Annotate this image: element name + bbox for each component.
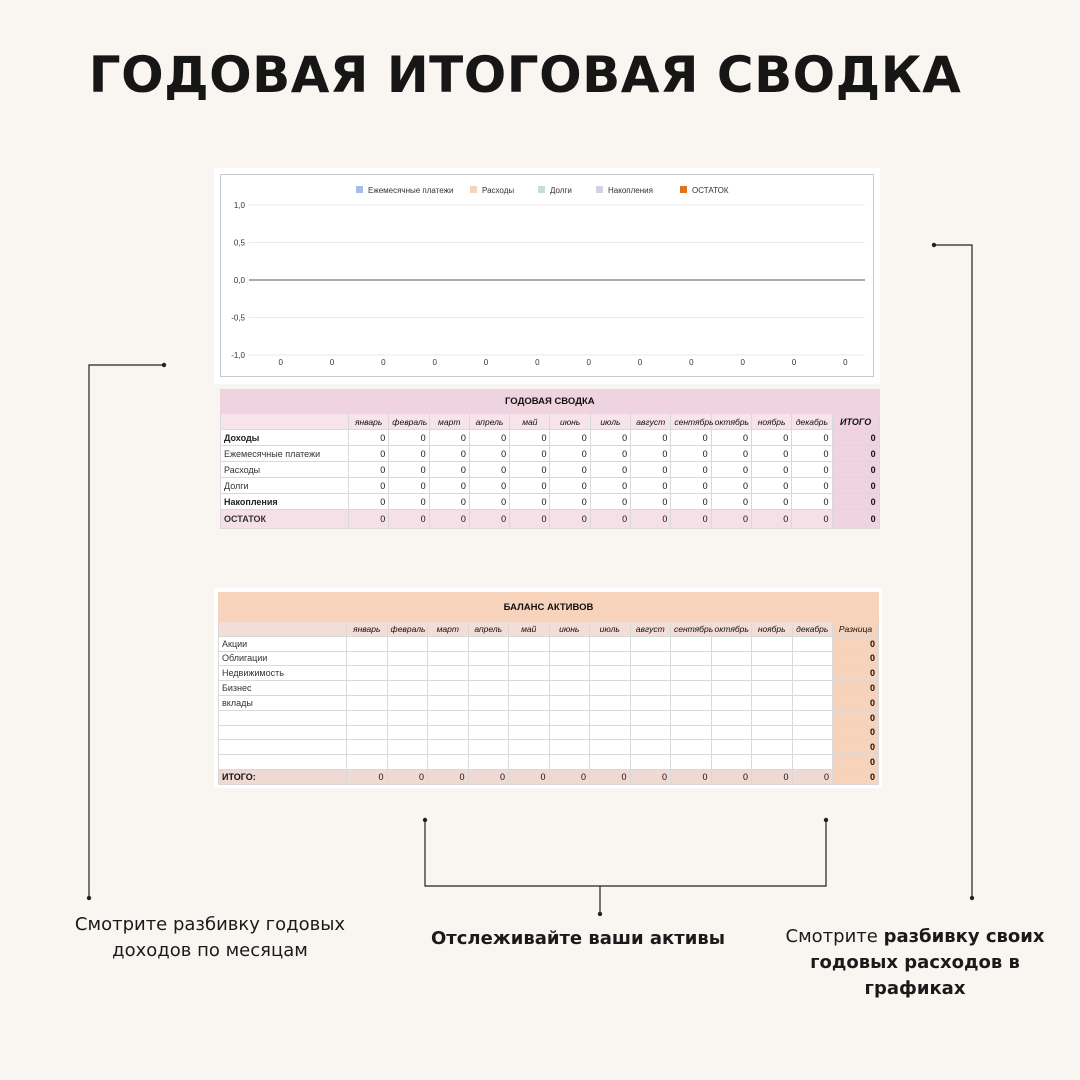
summary-cell[interactable]: 0 [429, 446, 469, 462]
legend-label: Долги [550, 186, 572, 195]
right-connector [934, 245, 972, 898]
summary-cell[interactable]: 0 [671, 430, 711, 446]
summary-cell[interactable]: 0 [429, 462, 469, 478]
y-tick-label: 0,5 [233, 238, 245, 248]
summary-cell[interactable]: 0 [792, 446, 832, 462]
assets-diff-header: Разница [833, 622, 879, 637]
summary-cell[interactable]: 0 [550, 430, 590, 446]
asset-row-diff: 0 [833, 666, 879, 681]
summary-cell[interactable]: 0 [550, 446, 590, 462]
center-bracket [425, 820, 826, 886]
summary-cell[interactable]: 0 [751, 494, 791, 510]
summary-cell[interactable]: 0 [389, 510, 429, 529]
summary-cell[interactable]: 0 [751, 478, 791, 494]
summary-cell[interactable]: 0 [671, 446, 711, 462]
summary-row-total: 0 [832, 446, 879, 462]
summary-month-header: август [631, 414, 671, 430]
summary-cell[interactable]: 0 [389, 446, 429, 462]
summary-row-label: Долги [221, 478, 349, 494]
summary-cell[interactable]: 0 [631, 430, 671, 446]
summary-cell[interactable]: 0 [711, 510, 751, 529]
assets-month-header: июль [590, 622, 631, 637]
summary-cell[interactable]: 0 [631, 494, 671, 510]
summary-cell[interactable]: 0 [349, 494, 389, 510]
asset-total-cell: 0 [671, 769, 712, 784]
summary-cell[interactable]: 0 [590, 510, 630, 529]
asset-row-diff: 0 [833, 710, 879, 725]
summary-row-label: ОСТАТОК [221, 510, 349, 529]
summary-cell[interactable]: 0 [349, 462, 389, 478]
summary-row-total: 0 [832, 478, 879, 494]
asset-total-cell: 0 [468, 769, 509, 784]
asset-total-cell: 0 [387, 769, 428, 784]
summary-cell[interactable]: 0 [751, 430, 791, 446]
x-category-label: 0 [586, 358, 591, 367]
asset-row-label[interactable]: Недвижимость [219, 666, 347, 681]
asset-total-cell: 0 [347, 769, 388, 784]
summary-month-header: февраль [389, 414, 429, 430]
summary-cell[interactable]: 0 [469, 462, 509, 478]
summary-cell[interactable]: 0 [792, 510, 832, 529]
summary-cell[interactable]: 0 [671, 478, 711, 494]
assets-month-header: март [428, 622, 469, 637]
summary-row-label: Накопления [221, 494, 349, 510]
caption-income: Смотрите разбивку годовых доходов по месяцам [74, 914, 346, 961]
summary-cell[interactable]: 0 [469, 478, 509, 494]
summary-row-total: 0 [832, 494, 879, 510]
summary-cell[interactable]: 0 [590, 494, 630, 510]
asset-total-cell: 0 [509, 769, 550, 784]
asset-row-diff: 0 [833, 755, 879, 770]
summary-total-header: ИТОГО [832, 414, 879, 430]
summary-cell[interactable]: 0 [550, 510, 590, 529]
caption-expenses-prefix: Смотрите [785, 926, 884, 947]
x-category-label: 0 [740, 358, 745, 367]
x-category-label: 0 [637, 358, 643, 367]
left-connector [89, 365, 164, 898]
summary-cell[interactable]: 0 [510, 478, 550, 494]
summary-month-header: июнь [550, 414, 590, 430]
summary-cell[interactable]: 0 [711, 494, 751, 510]
asset-total-diff: 0 [833, 769, 879, 784]
x-category-label: 0 [329, 358, 335, 367]
caption-expenses [770, 924, 1060, 1002]
summary-cell[interactable]: 0 [671, 462, 711, 478]
asset-row-label[interactable]: Акции [219, 636, 347, 651]
asset-total-cell: 0 [590, 769, 631, 784]
summary-cell[interactable]: 0 [510, 430, 550, 446]
summary-month-header: октябрь [711, 414, 751, 430]
summary-month-header: июль [590, 414, 630, 430]
summary-cell[interactable]: 0 [751, 446, 791, 462]
summary-row-label: Доходы [221, 430, 349, 446]
summary-cell[interactable]: 0 [792, 478, 832, 494]
x-category-label: 0 [689, 358, 694, 367]
assets-month-header: август [630, 622, 671, 637]
summary-cell[interactable]: 0 [469, 494, 509, 510]
assets-month-header: май [509, 622, 550, 637]
summary-cell[interactable]: 0 [349, 446, 389, 462]
asset-row-diff: 0 [833, 651, 879, 666]
asset-total-cell: 0 [792, 769, 833, 784]
summary-cell[interactable]: 0 [510, 510, 550, 529]
summary-cell[interactable]: 0 [389, 494, 429, 510]
asset-row-diff: 0 [833, 636, 879, 651]
assets-month-header: апрель [468, 622, 509, 637]
legend-label: ОСТАТОК [692, 186, 729, 195]
x-category-label: 0 [381, 358, 386, 367]
summary-title: ГОДОВАЯ СВОДКА [221, 390, 880, 414]
y-tick-label: -1,0 [231, 351, 245, 360]
summary-cell[interactable]: 0 [751, 462, 791, 478]
summary-cell[interactable]: 0 [671, 494, 711, 510]
summary-cell[interactable]: 0 [711, 446, 751, 462]
summary-cell[interactable]: 0 [590, 430, 630, 446]
asset-total-cell: 0 [752, 769, 793, 784]
asset-row-label[interactable]: Бизнес [219, 681, 347, 696]
summary-cell[interactable]: 0 [631, 462, 671, 478]
summary-cell[interactable]: 0 [349, 510, 389, 529]
summary-row-total: 0 [832, 462, 879, 478]
assets-month-header: сентябрь [671, 622, 712, 637]
assets-month-header: февраль [387, 622, 428, 637]
asset-row-diff: 0 [833, 695, 879, 710]
assets-month-header: декабрь [792, 622, 833, 637]
summary-cell[interactable]: 0 [510, 446, 550, 462]
summary-cell[interactable]: 0 [550, 494, 590, 510]
summary-cell[interactable]: 0 [671, 510, 711, 529]
summary-cell[interactable]: 0 [631, 510, 671, 529]
summary-month-header: сентябрь [671, 414, 711, 430]
asset-row-diff: 0 [833, 681, 879, 696]
summary-cell[interactable]: 0 [429, 430, 469, 446]
assets-month-header: ноябрь [752, 622, 793, 637]
summary-cell[interactable]: 0 [510, 462, 550, 478]
summary-month-header: март [429, 414, 469, 430]
summary-cell[interactable]: 0 [711, 478, 751, 494]
assets-title: БАЛАНС АКТИВОВ [219, 593, 879, 622]
summary-month-header: ноябрь [751, 414, 791, 430]
asset-row-diff: 0 [833, 740, 879, 755]
summary-cell[interactable]: 0 [469, 510, 509, 529]
asset-total-cell: 0 [428, 769, 469, 784]
assets-month-header: январь [347, 622, 388, 637]
assets-month-header: июнь [549, 622, 590, 637]
summary-row-label: Ежемесячные платежи [221, 446, 349, 462]
summary-cell[interactable]: 0 [711, 462, 751, 478]
summary-cell[interactable]: 0 [510, 494, 550, 510]
legend-label: Ежемесячные платежи [368, 186, 454, 195]
asset-total-cell: 0 [630, 769, 671, 784]
asset-row-label[interactable]: Облигации [219, 651, 347, 666]
x-category-label: 0 [278, 358, 283, 367]
summary-row-label: Расходы [221, 462, 349, 478]
summary-cell[interactable]: 0 [631, 446, 671, 462]
summary-cell[interactable]: 0 [631, 478, 671, 494]
summary-cell[interactable]: 0 [792, 462, 832, 478]
summary-month-header: январь [349, 414, 389, 430]
caption-expenses-bold: разбивку своих годовых расходов в графиках [810, 926, 1045, 999]
x-category-label: 0 [483, 358, 489, 367]
summary-cell[interactable]: 0 [792, 494, 832, 510]
summary-cell[interactable]: 0 [349, 478, 389, 494]
y-tick-label: -0,5 [231, 313, 245, 323]
asset-total-cell: 0 [549, 769, 590, 784]
summary-cell[interactable]: 0 [349, 430, 389, 446]
summary-cell[interactable]: 0 [711, 430, 751, 446]
summary-cell[interactable]: 0 [590, 462, 630, 478]
legend-label: Расходы [482, 186, 515, 195]
x-category-label: 0 [791, 358, 797, 367]
summary-cell[interactable]: 0 [389, 478, 429, 494]
asset-row-label[interactable]: вклады [219, 695, 347, 710]
summary-cell[interactable]: 0 [590, 478, 630, 494]
summary-row-total: 0 [832, 510, 879, 529]
y-tick-label: 0,0 [233, 276, 245, 285]
summary-cell[interactable]: 0 [389, 462, 429, 478]
x-category-label: 0 [843, 358, 848, 367]
page-title: ГОДОВАЯ ИТОГОВАЯ СВОДКА [88, 46, 962, 104]
summary-cell[interactable]: 0 [590, 446, 630, 462]
summary-month-header: апрель [469, 414, 509, 430]
asset-total-cell: 0 [711, 769, 752, 784]
summary-month-header: май [510, 414, 550, 430]
legend-label: Накопления [608, 186, 653, 195]
summary-cell[interactable]: 0 [389, 430, 429, 446]
asset-total-label: ИТОГО: [219, 769, 347, 784]
summary-cell[interactable]: 0 [469, 430, 509, 446]
summary-cell[interactable]: 0 [550, 478, 590, 494]
summary-cell[interactable]: 0 [751, 510, 791, 529]
summary-cell[interactable]: 0 [792, 430, 832, 446]
summary-cell[interactable]: 0 [469, 446, 509, 462]
summary-month-header: декабрь [792, 414, 832, 430]
summary-cell[interactable]: 0 [429, 478, 469, 494]
assets-month-header: октябрь [711, 622, 752, 637]
caption-assets: Отслеживайте ваши активы [431, 928, 725, 949]
summary-cell[interactable]: 0 [550, 462, 590, 478]
summary-row-total: 0 [832, 430, 879, 446]
x-category-label: 0 [535, 358, 540, 367]
asset-row-diff: 0 [833, 725, 879, 740]
summary-cell[interactable]: 0 [429, 494, 469, 510]
y-tick-label: 1,0 [233, 201, 245, 210]
summary-cell[interactable]: 0 [429, 510, 469, 529]
x-category-label: 0 [432, 358, 437, 367]
